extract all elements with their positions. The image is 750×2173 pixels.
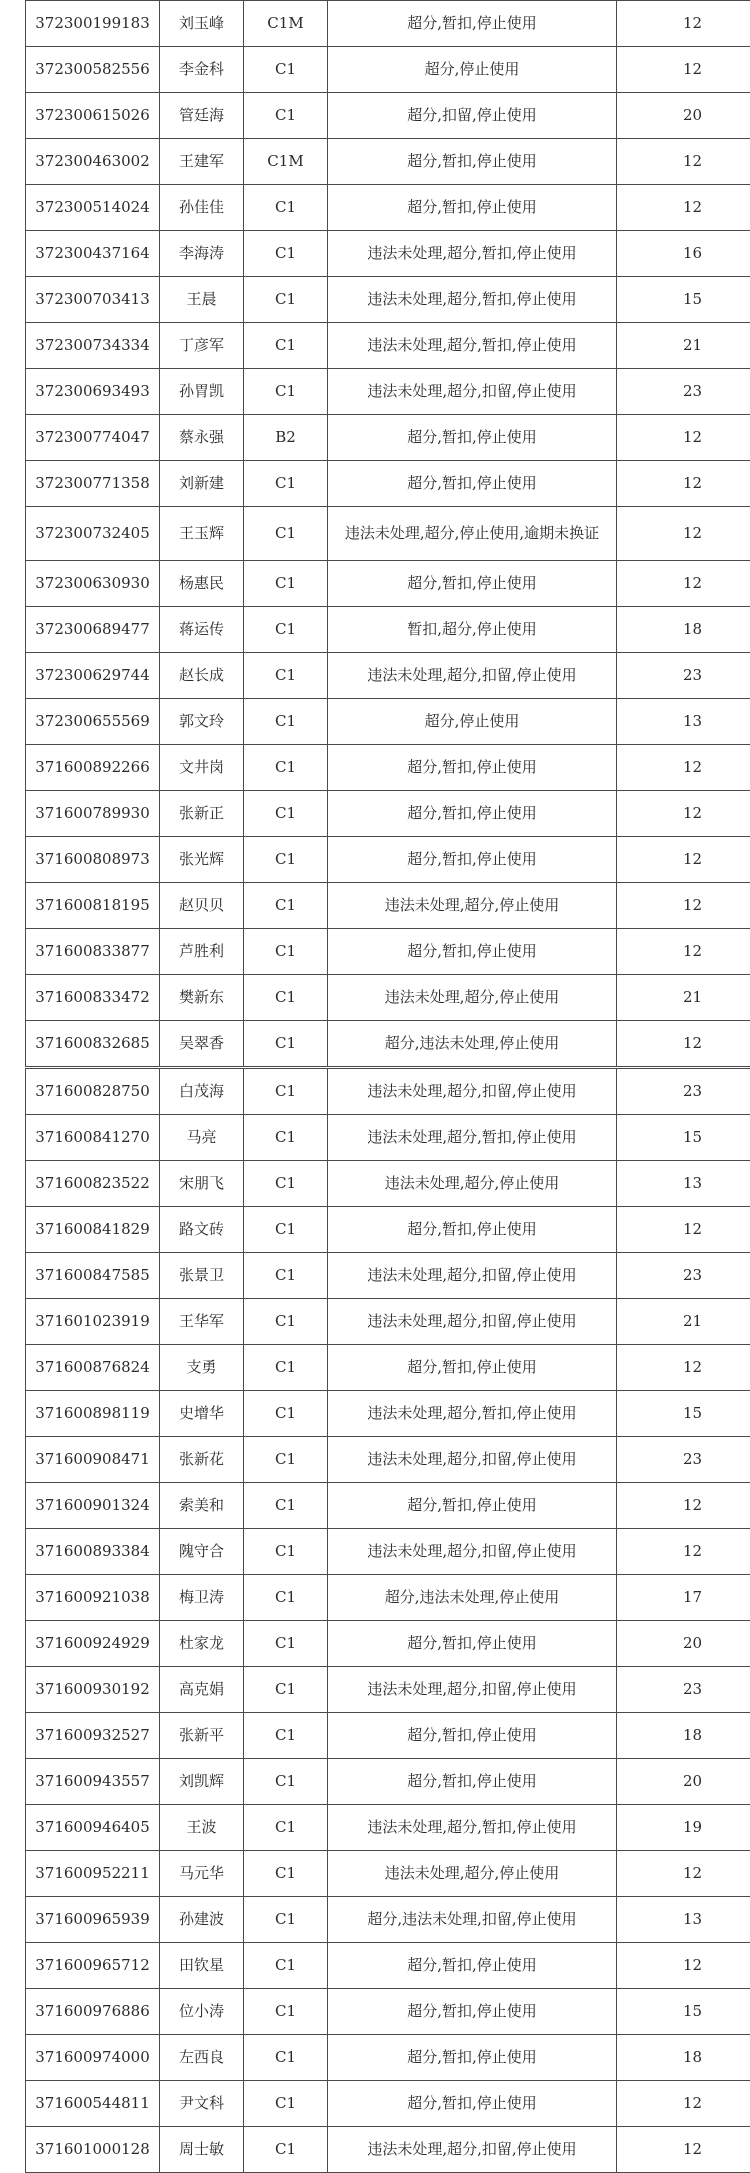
- table-row: [26, 1667, 750, 1713]
- table-row: [26, 745, 750, 791]
- table-row: [26, 507, 750, 561]
- penalty-points-cell: 18: [617, 2035, 750, 2081]
- driver-name-cell: 王建军: [160, 139, 244, 185]
- license-number-cell: 371600892266: [26, 745, 160, 791]
- driver-name-cell: 隗守合: [160, 1529, 244, 1575]
- table-row: [26, 1068, 750, 1115]
- table-row: [26, 1161, 750, 1207]
- license-class-cell: C1: [244, 699, 328, 745]
- license-class-cell: C1: [244, 1667, 328, 1713]
- license-class-cell: C1: [244, 1437, 328, 1483]
- penalty-points-cell: 15: [617, 1391, 750, 1437]
- driver-name-cell: 芦胜利: [160, 929, 244, 975]
- driver-name-cell: 刘新建: [160, 461, 244, 507]
- penalty-points-cell: 12: [617, 1, 750, 47]
- table-row: [26, 1253, 750, 1299]
- driver-name-cell: 张新平: [160, 1713, 244, 1759]
- table-row: [26, 185, 750, 231]
- license-class-cell: C1: [244, 1345, 328, 1391]
- license-class-cell: C1: [244, 1943, 328, 1989]
- license-class-cell: C1: [244, 1161, 328, 1207]
- table-row: [26, 1805, 750, 1851]
- license-number-cell: 372300689477: [26, 607, 160, 653]
- license-number-cell: 371600818195: [26, 883, 160, 929]
- driver-name-cell: 杜家龙: [160, 1621, 244, 1667]
- license-status-cell: 违法未处理,超分,扣留,停止使用: [328, 1253, 617, 1299]
- penalty-points-cell: 12: [617, 461, 750, 507]
- license-status-cell: 超分,暂扣,停止使用: [328, 2035, 617, 2081]
- driver-name-cell: 樊新东: [160, 975, 244, 1021]
- driver-name-cell: 宋朋飞: [160, 1161, 244, 1207]
- driver-name-cell: 孙佳佳: [160, 185, 244, 231]
- license-status-cell: 违法未处理,超分,停止使用,逾期未换证: [328, 507, 617, 561]
- penalty-points-cell: 23: [617, 1667, 750, 1713]
- license-status-cell: 超分,暂扣,停止使用: [328, 1, 617, 47]
- table-row: [26, 975, 750, 1021]
- license-class-cell: C1: [244, 929, 328, 975]
- driver-name-cell: 孙胃凯: [160, 369, 244, 415]
- driver-name-cell: 路文砖: [160, 1207, 244, 1253]
- penalty-points-cell: 15: [617, 1115, 750, 1161]
- license-number-cell: 371600974000: [26, 2035, 160, 2081]
- license-status-cell: 违法未处理,超分,扣留,停止使用: [328, 1437, 617, 1483]
- table-row: [26, 1345, 750, 1391]
- table-row: [26, 461, 750, 507]
- license-status-cell: 超分,暂扣,停止使用: [328, 1621, 617, 1667]
- table-row: [26, 837, 750, 883]
- license-class-cell: C1: [244, 47, 328, 93]
- license-status-cell: 超分,暂扣,停止使用: [328, 929, 617, 975]
- license-status-cell: 违法未处理,超分,扣留,停止使用: [328, 1667, 617, 1713]
- table-row: [26, 323, 750, 369]
- license-class-cell: C1: [244, 369, 328, 415]
- license-class-cell: C1: [244, 277, 328, 323]
- penalty-points-cell: 12: [617, 1483, 750, 1529]
- license-number-cell: 372300734334: [26, 323, 160, 369]
- license-class-cell: C1: [244, 2081, 328, 2127]
- penalty-points-cell: 12: [617, 837, 750, 883]
- driver-name-cell: 尹文科: [160, 2081, 244, 2127]
- license-number-cell: 371600930192: [26, 1667, 160, 1713]
- driver-name-cell: 王玉辉: [160, 507, 244, 561]
- license-status-cell: 超分,暂扣,停止使用: [328, 1345, 617, 1391]
- table-row: [26, 883, 750, 929]
- penalty-points-cell: 23: [617, 1437, 750, 1483]
- driver-name-cell: 文井岗: [160, 745, 244, 791]
- license-class-cell: C1: [244, 1021, 328, 1068]
- license-number-cell: 372300655569: [26, 699, 160, 745]
- driver-name-cell: 梅卫涛: [160, 1575, 244, 1621]
- license-class-cell: C1: [244, 1805, 328, 1851]
- license-status-cell: 超分,暂扣,停止使用: [328, 745, 617, 791]
- license-number-cell: 372300771358: [26, 461, 160, 507]
- license-class-cell: C1: [244, 607, 328, 653]
- license-class-cell: C1: [244, 1068, 328, 1115]
- driver-name-cell: 杨惠民: [160, 561, 244, 607]
- license-class-cell: C1: [244, 975, 328, 1021]
- driver-name-cell: 张光辉: [160, 837, 244, 883]
- penalty-points-cell: 23: [617, 1253, 750, 1299]
- license-class-cell: C1: [244, 883, 328, 929]
- license-class-cell: C1: [244, 1483, 328, 1529]
- license-status-cell: 超分,暂扣,停止使用: [328, 461, 617, 507]
- license-status-cell: 违法未处理,超分,暂扣,停止使用: [328, 1115, 617, 1161]
- table-row: [26, 93, 750, 139]
- penalty-points-cell: 12: [617, 929, 750, 975]
- license-status-cell: 违法未处理,超分,扣留,停止使用: [328, 2127, 617, 2173]
- driver-name-cell: 刘玉峰: [160, 1, 244, 47]
- table-row: [26, 1021, 750, 1068]
- license-class-cell: C1: [244, 1299, 328, 1345]
- license-status-cell: 违法未处理,超分,停止使用: [328, 1161, 617, 1207]
- table-row: [26, 1989, 750, 2035]
- penalty-points-cell: 12: [617, 1529, 750, 1575]
- driver-name-cell: 蒋运传: [160, 607, 244, 653]
- penalty-points-cell: 12: [617, 791, 750, 837]
- driver-name-cell: 高克娟: [160, 1667, 244, 1713]
- table-row: [26, 699, 750, 745]
- driver-name-cell: 吴翠香: [160, 1021, 244, 1068]
- license-status-cell: 超分,暂扣,停止使用: [328, 185, 617, 231]
- license-number-cell: 371600908471: [26, 1437, 160, 1483]
- license-number-cell: 371600965939: [26, 1897, 160, 1943]
- license-class-cell: B2: [244, 415, 328, 461]
- license-number-cell: 371600833877: [26, 929, 160, 975]
- penalty-points-cell: 13: [617, 699, 750, 745]
- table-row: [26, 369, 750, 415]
- license-status-cell: 违法未处理,超分,扣留,停止使用: [328, 1068, 617, 1115]
- license-status-cell: 违法未处理,超分,暂扣,停止使用: [328, 277, 617, 323]
- driver-name-cell: 张新正: [160, 791, 244, 837]
- table-row: [26, 47, 750, 93]
- penalty-points-cell: 12: [617, 1021, 750, 1068]
- license-class-cell: C1: [244, 1391, 328, 1437]
- driver-name-cell: 李海涛: [160, 231, 244, 277]
- license-status-cell: 超分,暂扣,停止使用: [328, 1989, 617, 2035]
- table-row: [26, 2081, 750, 2127]
- driver-name-cell: 位小涛: [160, 1989, 244, 2035]
- license-record-table: [25, 0, 750, 2173]
- table-row: [26, 231, 750, 277]
- penalty-points-cell: 12: [617, 139, 750, 185]
- license-class-cell: C1: [244, 791, 328, 837]
- driver-name-cell: 丁彦军: [160, 323, 244, 369]
- table-row: [26, 1575, 750, 1621]
- license-number-cell: 372300693493: [26, 369, 160, 415]
- license-class-cell: C1M: [244, 139, 328, 185]
- table-row: [26, 277, 750, 323]
- license-status-cell: 违法未处理,超分,扣留,停止使用: [328, 1299, 617, 1345]
- table-row: [26, 1207, 750, 1253]
- license-number-cell: 371600847585: [26, 1253, 160, 1299]
- driver-name-cell: 蔡永强: [160, 415, 244, 461]
- license-number-cell: 371600898119: [26, 1391, 160, 1437]
- license-class-cell: C1: [244, 837, 328, 883]
- table-row: [26, 1483, 750, 1529]
- penalty-points-cell: 23: [617, 1068, 750, 1115]
- license-class-cell: C1: [244, 507, 328, 561]
- license-number-cell: 372300615026: [26, 93, 160, 139]
- license-class-cell: C1: [244, 323, 328, 369]
- penalty-points-cell: 20: [617, 1759, 750, 1805]
- license-number-cell: 371600952211: [26, 1851, 160, 1897]
- license-number-cell: 371601000128: [26, 2127, 160, 2173]
- table-row: [26, 929, 750, 975]
- license-status-cell: 超分,暂扣,停止使用: [328, 415, 617, 461]
- license-class-cell: C1: [244, 1115, 328, 1161]
- driver-name-cell: 马亮: [160, 1115, 244, 1161]
- table-row: [26, 1115, 750, 1161]
- table-row: [26, 561, 750, 607]
- license-number-cell: 371600965712: [26, 1943, 160, 1989]
- license-class-cell: C1: [244, 1989, 328, 2035]
- license-number-cell: 372300630930: [26, 561, 160, 607]
- license-status-cell: 超分,暂扣,停止使用: [328, 139, 617, 185]
- license-number-cell: 371600924929: [26, 1621, 160, 1667]
- license-status-cell: 暂扣,超分,停止使用: [328, 607, 617, 653]
- license-number-cell: 371600544811: [26, 2081, 160, 2127]
- license-status-cell: 超分,违法未处理,停止使用: [328, 1021, 617, 1068]
- license-status-cell: 超分,暂扣,停止使用: [328, 1943, 617, 1989]
- license-status-cell: 违法未处理,超分,扣留,停止使用: [328, 369, 617, 415]
- license-class-cell: C1: [244, 1253, 328, 1299]
- driver-name-cell: 白茂海: [160, 1068, 244, 1115]
- penalty-points-cell: 12: [617, 1345, 750, 1391]
- license-class-cell: C1: [244, 1713, 328, 1759]
- license-number-cell: 372300199183: [26, 1, 160, 47]
- license-status-cell: 超分,暂扣,停止使用: [328, 1713, 617, 1759]
- penalty-points-cell: 12: [617, 1943, 750, 1989]
- table-row: [26, 1437, 750, 1483]
- license-status-cell: 违法未处理,超分,暂扣,停止使用: [328, 323, 617, 369]
- license-class-cell: C1: [244, 231, 328, 277]
- license-status-cell: 违法未处理,超分,扣留,停止使用: [328, 653, 617, 699]
- license-status-cell: 违法未处理,超分,暂扣,停止使用: [328, 1391, 617, 1437]
- table-body: [26, 1, 750, 2173]
- license-status-cell: 违法未处理,超分,暂扣,停止使用: [328, 231, 617, 277]
- driver-name-cell: 张景卫: [160, 1253, 244, 1299]
- driver-name-cell: 赵贝贝: [160, 883, 244, 929]
- license-number-cell: 371600808973: [26, 837, 160, 883]
- license-number-cell: 372300582556: [26, 47, 160, 93]
- table-row: [26, 139, 750, 185]
- license-number-cell: 372300514024: [26, 185, 160, 231]
- table-row: [26, 607, 750, 653]
- license-number-cell: 371600893384: [26, 1529, 160, 1575]
- license-class-cell: C1M: [244, 1, 328, 47]
- table-row: [26, 653, 750, 699]
- license-number-cell: 372300732405: [26, 507, 160, 561]
- driver-name-cell: 马元华: [160, 1851, 244, 1897]
- penalty-points-cell: 12: [617, 561, 750, 607]
- penalty-points-cell: 12: [617, 2127, 750, 2173]
- license-number-cell: 371600833472: [26, 975, 160, 1021]
- license-status-cell: 超分,停止使用: [328, 699, 617, 745]
- license-status-cell: 违法未处理,超分,扣留,停止使用: [328, 1529, 617, 1575]
- license-number-cell: 372300437164: [26, 231, 160, 277]
- license-status-cell: 超分,暂扣,停止使用: [328, 1207, 617, 1253]
- license-status-cell: 超分,违法未处理,停止使用: [328, 1575, 617, 1621]
- table-row: [26, 1621, 750, 1667]
- table-row: [26, 1299, 750, 1345]
- penalty-points-cell: 12: [617, 2081, 750, 2127]
- license-number-cell: 371600789930: [26, 791, 160, 837]
- penalty-points-cell: 12: [617, 185, 750, 231]
- license-number-cell: 372300774047: [26, 415, 160, 461]
- penalty-points-cell: 21: [617, 1299, 750, 1345]
- license-class-cell: C1: [244, 1207, 328, 1253]
- penalty-points-cell: 15: [617, 1989, 750, 2035]
- table-row: [26, 1391, 750, 1437]
- license-class-cell: C1: [244, 1621, 328, 1667]
- license-class-cell: C1: [244, 745, 328, 791]
- license-number-cell: 371600921038: [26, 1575, 160, 1621]
- license-record-document: [25, 0, 723, 2173]
- penalty-points-cell: 18: [617, 1713, 750, 1759]
- table-row: [26, 1529, 750, 1575]
- penalty-points-cell: 15: [617, 277, 750, 323]
- penalty-points-cell: 23: [617, 653, 750, 699]
- table-row: [26, 415, 750, 461]
- penalty-points-cell: 13: [617, 1161, 750, 1207]
- penalty-points-cell: 12: [617, 883, 750, 929]
- license-class-cell: C1: [244, 185, 328, 231]
- license-status-cell: 超分,暂扣,停止使用: [328, 791, 617, 837]
- driver-name-cell: 王晨: [160, 277, 244, 323]
- driver-name-cell: 王波: [160, 1805, 244, 1851]
- driver-name-cell: 索美和: [160, 1483, 244, 1529]
- driver-name-cell: 郭文玲: [160, 699, 244, 745]
- table-row: [26, 2127, 750, 2173]
- penalty-points-cell: 17: [617, 1575, 750, 1621]
- penalty-points-cell: 12: [617, 415, 750, 461]
- license-status-cell: 超分,停止使用: [328, 47, 617, 93]
- license-status-cell: 超分,暂扣,停止使用: [328, 2081, 617, 2127]
- license-number-cell: 371600823522: [26, 1161, 160, 1207]
- penalty-points-cell: 18: [617, 607, 750, 653]
- license-class-cell: C1: [244, 1897, 328, 1943]
- penalty-points-cell: 12: [617, 1851, 750, 1897]
- table-row: [26, 1897, 750, 1943]
- penalty-points-cell: 13: [617, 1897, 750, 1943]
- license-number-cell: 371600832685: [26, 1021, 160, 1068]
- license-status-cell: 超分,暂扣,停止使用: [328, 1483, 617, 1529]
- license-status-cell: 违法未处理,超分,停止使用: [328, 1851, 617, 1897]
- license-number-cell: 372300629744: [26, 653, 160, 699]
- license-number-cell: 371600841829: [26, 1207, 160, 1253]
- penalty-points-cell: 16: [617, 231, 750, 277]
- penalty-points-cell: 20: [617, 1621, 750, 1667]
- license-status-cell: 超分,扣留,停止使用: [328, 93, 617, 139]
- penalty-points-cell: 12: [617, 507, 750, 561]
- license-number-cell: 371600946405: [26, 1805, 160, 1851]
- driver-name-cell: 赵长成: [160, 653, 244, 699]
- license-class-cell: C1: [244, 461, 328, 507]
- license-class-cell: C1: [244, 653, 328, 699]
- driver-name-cell: 刘凯辉: [160, 1759, 244, 1805]
- license-status-cell: 超分,暂扣,停止使用: [328, 561, 617, 607]
- license-status-cell: 违法未处理,超分,暂扣,停止使用: [328, 1805, 617, 1851]
- penalty-points-cell: 12: [617, 1207, 750, 1253]
- license-status-cell: 超分,违法未处理,扣留,停止使用: [328, 1897, 617, 1943]
- license-class-cell: C1: [244, 1759, 328, 1805]
- license-class-cell: C1: [244, 2035, 328, 2081]
- table-row: [26, 1943, 750, 1989]
- table-row: [26, 1851, 750, 1897]
- license-class-cell: C1: [244, 1575, 328, 1621]
- table-row: [26, 1713, 750, 1759]
- driver-name-cell: 支勇: [160, 1345, 244, 1391]
- driver-name-cell: 田钦星: [160, 1943, 244, 1989]
- license-number-cell: 371600841270: [26, 1115, 160, 1161]
- license-status-cell: 违法未处理,超分,停止使用: [328, 883, 617, 929]
- license-number-cell: 371600932527: [26, 1713, 160, 1759]
- driver-name-cell: 张新花: [160, 1437, 244, 1483]
- driver-name-cell: 周士敏: [160, 2127, 244, 2173]
- license-number-cell: 371600876824: [26, 1345, 160, 1391]
- license-number-cell: 372300463002: [26, 139, 160, 185]
- table-row: [26, 1, 750, 47]
- license-number-cell: 371600828750: [26, 1068, 160, 1115]
- penalty-points-cell: 21: [617, 975, 750, 1021]
- license-number-cell: 372300703413: [26, 277, 160, 323]
- license-class-cell: C1: [244, 93, 328, 139]
- license-status-cell: 超分,暂扣,停止使用: [328, 1759, 617, 1805]
- table-row: [26, 791, 750, 837]
- license-class-cell: C1: [244, 1851, 328, 1897]
- license-number-cell: 371600976886: [26, 1989, 160, 2035]
- penalty-points-cell: 23: [617, 369, 750, 415]
- penalty-points-cell: 19: [617, 1805, 750, 1851]
- license-class-cell: C1: [244, 1529, 328, 1575]
- driver-name-cell: 管廷海: [160, 93, 244, 139]
- penalty-points-cell: 12: [617, 47, 750, 93]
- penalty-points-cell: 21: [617, 323, 750, 369]
- license-number-cell: 371601023919: [26, 1299, 160, 1345]
- license-number-cell: 371600901324: [26, 1483, 160, 1529]
- license-number-cell: 371600943557: [26, 1759, 160, 1805]
- table-row: [26, 1759, 750, 1805]
- penalty-points-cell: 12: [617, 745, 750, 791]
- license-status-cell: 超分,暂扣,停止使用: [328, 837, 617, 883]
- driver-name-cell: 王华军: [160, 1299, 244, 1345]
- driver-name-cell: 左西良: [160, 2035, 244, 2081]
- driver-name-cell: 孙建波: [160, 1897, 244, 1943]
- license-class-cell: C1: [244, 2127, 328, 2173]
- license-class-cell: C1: [244, 561, 328, 607]
- driver-name-cell: 李金科: [160, 47, 244, 93]
- table-row: [26, 2035, 750, 2081]
- license-status-cell: 违法未处理,超分,停止使用: [328, 975, 617, 1021]
- driver-name-cell: 史增华: [160, 1391, 244, 1437]
- penalty-points-cell: 20: [617, 93, 750, 139]
